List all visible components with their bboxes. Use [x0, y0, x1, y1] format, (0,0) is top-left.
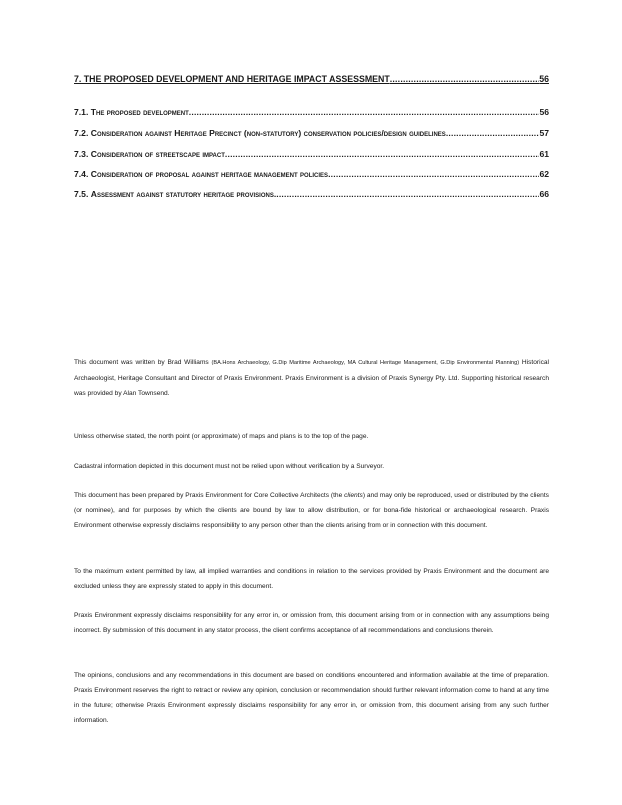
- toc-leader-dots: [446, 128, 540, 138]
- prepared-text-b: ) and may only be reproduced, used or distributed by the clients (or nominee), and for purposes by which the clients are bound by law to allow distribution, or for bona-fide historical or archaeological research. Praxis Environment otherwise expressly disclaims responsibility to any person other than the clients arising from or in connection with this document.: [74, 492, 549, 529]
- cadastral-paragraph: Cadastral information depicted in this document must not be relied upon without verification by a Surveyor.: [74, 463, 385, 470]
- toc-leader-dots: [225, 149, 540, 159]
- author-qualifications: (BA.Hons Archaeology, G.Dip Maritime Archaeology, MA Cultural Heritage Management, G.Dip Environmental Planning): [211, 360, 520, 366]
- toc-entry-7-3[interactable]: [74, 149, 549, 159]
- toc-entry-number: 7.4.: [74, 169, 89, 179]
- toc-entry-number: 7.1.: [74, 107, 89, 117]
- toc-entry-label: Consideration of streetscape impact: [90, 149, 225, 159]
- toc-leader-dots: [328, 169, 539, 179]
- toc-entry-7-1[interactable]: [74, 107, 549, 117]
- toc-leader-dots: [276, 189, 539, 199]
- prepared-for-paragraph: [74, 488, 549, 533]
- toc-entry-page: 66: [539, 189, 549, 199]
- toc-entry-label: The proposed development: [90, 107, 189, 117]
- north-point-paragraph: Unless otherwise stated, the north point (or approximate) of maps and plans is to the top of the page.: [74, 433, 369, 440]
- toc-entry-label: Assessment against statutory heritage provisions.: [90, 189, 277, 199]
- toc-entry-7-2[interactable]: [74, 128, 549, 138]
- authorship-paragraph: [74, 355, 549, 401]
- warranties-paragraph: To the maximum extent permitted by law, all implied warranties and conditions in relation to the services provided by Praxis Environment and the document are excluded unless they are expressly stated to apply in this document.: [74, 568, 549, 590]
- toc-entry-7-4[interactable]: [74, 169, 549, 179]
- prepared-text-a: This document has been prepared by Praxis Environment for Core Collective Architects (the: [74, 492, 345, 499]
- toc-leader-dots: [390, 74, 539, 84]
- toc-entry-label: Consideration against Heritage Precinct (non-statutory) conservation policies/design guidelines: [90, 128, 446, 138]
- toc-main-page: 56: [539, 74, 549, 84]
- toc-entry-label: Consideration of proposal against heritage management policies: [90, 169, 329, 179]
- toc-entry-page: 61: [539, 149, 549, 159]
- toc-entry-number: 7.3.: [74, 149, 89, 159]
- clients-term: clients: [344, 492, 363, 499]
- toc-main-label: 7. THE PROPOSED DEVELOPMENT AND HERITAGE IMPACT ASSESSMENT: [74, 74, 390, 84]
- author-rest-text: Historical Archaeologist, Heritage Consultant and Director of Praxis Environment. Praxis Environment is a division of Praxis Synergy Pty. Ltd. Supporting historical research was provided by Alan Townsend.: [74, 359, 549, 397]
- toc-entry-number: 7.5.: [74, 189, 89, 199]
- toc-entry-page: 57: [539, 128, 549, 138]
- toc-main-entry[interactable]: [74, 74, 549, 84]
- errors-paragraph: Praxis Environment expressly disclaims responsibility for any error in, or omission from, this document arising from or in connection with any assumptions being incorrect. By submission of this document in any stator process, the client confirms acceptance of all recommendations and conclusions therein.: [74, 612, 549, 634]
- toc-entry-7-5[interactable]: [74, 189, 549, 199]
- toc-leader-dots: [189, 107, 540, 117]
- toc-entry-page: 56: [539, 107, 549, 117]
- author-intro-text: This document was written by Brad Williams: [74, 359, 212, 366]
- opinions-paragraph: The opinions, conclusions and any recommendations in this document are based on conditions encountered and information available at the time of preparation. Praxis Environment reserves the right to retract or review any opinion, conclusion or recommendation should further relevant information come to hand at any time in the future; otherwise Praxis Environment expressly disclaims responsibility for any error in, or omission from, this document arising from any such further information.: [74, 672, 549, 724]
- toc-entry-page: 62: [539, 169, 549, 179]
- toc-entry-number: 7.2.: [74, 128, 89, 138]
